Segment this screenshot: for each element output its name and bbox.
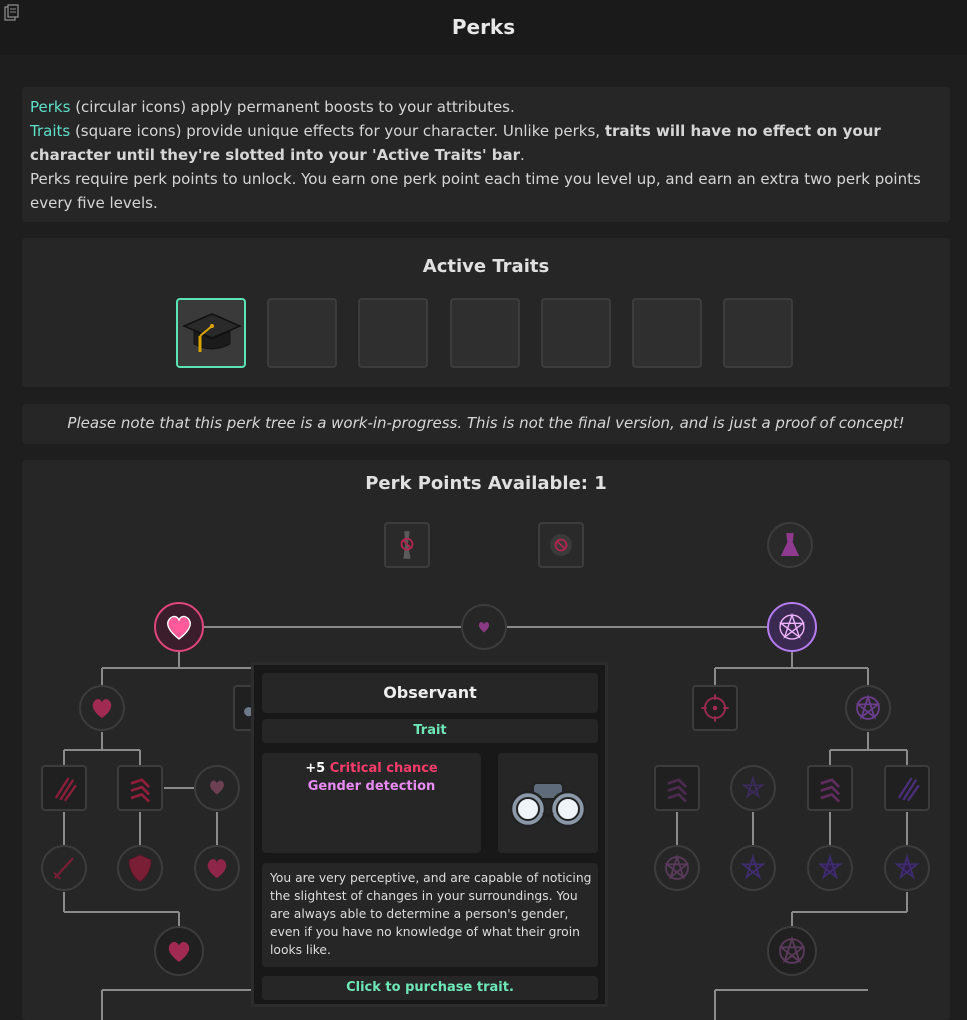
tooltip-description-box — [262, 863, 598, 967]
sword-icon — [43, 847, 85, 889]
pentagram-icon — [809, 847, 851, 889]
perk-pentagram-r5c[interactable] — [807, 845, 853, 891]
pentagram-icon — [769, 928, 815, 974]
perk-heart-left[interactable] — [79, 685, 125, 731]
pentagram-icon — [847, 687, 889, 729]
perk-chevrons-left[interactable] — [117, 765, 163, 811]
traits-description: (square icons) provide unique effects for your character. Unlike perks, — [70, 122, 605, 140]
binoculars-icon — [498, 753, 598, 853]
trait-slot-4[interactable] — [450, 298, 520, 368]
trait-slot-7[interactable] — [723, 298, 793, 368]
perk-sword[interactable] — [41, 845, 87, 891]
perk-locked-2[interactable] — [538, 522, 584, 568]
perk-pentagram-r5b[interactable] — [730, 845, 776, 891]
page-title: Perks — [451, 15, 516, 39]
blocked-burst-icon — [540, 524, 582, 566]
active-traits-title: Active Traits — [422, 256, 550, 277]
shield-icon — [119, 847, 161, 889]
traits-period: . — [520, 146, 525, 164]
perk-health-main[interactable] — [154, 602, 204, 652]
stat-critical — [262, 761, 481, 776]
perk-chevrons-right-2[interactable] — [807, 765, 853, 811]
perk-dress[interactable] — [767, 522, 813, 568]
perk-points-title: Perk Points Available: 1 — [365, 473, 607, 494]
heart-icon — [81, 687, 123, 729]
heart-icon — [156, 928, 202, 974]
perk-claws-left[interactable] — [41, 765, 87, 811]
trait-slot-5[interactable] — [541, 298, 611, 368]
pentagram-icon — [732, 847, 774, 889]
trait-slot-1[interactable] — [176, 298, 246, 368]
perk-points-explanation: Perks require perk points to unlock. You earn one perk point each time you level up, and earn an extra two perk points every five levels. — [30, 170, 921, 212]
claw-marks-icon — [886, 767, 928, 809]
perk-pentagram-r5a[interactable] — [654, 845, 700, 891]
heart-icon — [156, 604, 202, 650]
perks-keyword: Perks — [30, 98, 71, 116]
chevrons-icon — [656, 767, 698, 809]
traits-keyword: Traits — [30, 122, 71, 140]
perk-pentagram-r5d[interactable] — [884, 845, 930, 891]
trait-slot-3[interactable] — [358, 298, 428, 368]
trait-slot-6[interactable] — [632, 298, 702, 368]
perks-description: (circular icons) apply permanent boosts to your attributes. — [70, 98, 515, 116]
perk-claws-right[interactable] — [884, 765, 930, 811]
crosshair-icon — [694, 687, 736, 729]
perk-pentagram-main[interactable] — [767, 602, 817, 652]
tooltip-description: You are very perceptive, and are capable of noticing the slightest of changes in your surroundings. You are always able to determine a person's gender, even if you have no knowledge of what their groin looks like. — [270, 871, 592, 957]
chevrons-icon — [809, 767, 851, 809]
pentagram-icon — [732, 767, 774, 809]
pentagram-icon — [886, 847, 928, 889]
note-panel — [22, 404, 950, 444]
traits-warning: traits will have no effect on your character until they're slotted into your 'Active Traits' bar — [30, 122, 881, 164]
intro-panel — [22, 87, 950, 222]
perk-pentagram-right[interactable] — [845, 685, 891, 731]
perk-heart-bottom[interactable] — [154, 926, 204, 976]
graduation-cap-icon — [178, 300, 244, 366]
arm-blocked-icon — [386, 524, 428, 566]
trait-tooltip — [251, 662, 608, 1007]
perk-pentagram-r2[interactable] — [730, 765, 776, 811]
stat-name: Critical chance — [329, 761, 438, 776]
small-heart-icon — [463, 606, 505, 648]
perk-heart-small[interactable] — [194, 765, 240, 811]
perk-heart-center[interactable] — [461, 604, 507, 650]
pentagram-icon — [769, 604, 815, 650]
stat-amount: +5 — [305, 761, 326, 776]
intro-text — [30, 95, 948, 215]
chevrons-icon — [119, 767, 161, 809]
trait-slot-2[interactable] — [267, 298, 337, 368]
tooltip-type: Trait — [262, 719, 598, 743]
heart-icon — [196, 847, 238, 889]
perk-heart-r5[interactable] — [194, 845, 240, 891]
top-bar — [0, 0, 967, 55]
active-traits-panel — [22, 238, 950, 387]
stat-gender-detection: Gender detection — [307, 779, 436, 794]
dress-icon — [769, 524, 811, 566]
purchase-trait-button[interactable]: Click to purchase trait. — [262, 976, 598, 1000]
wip-note: Please note that this perk tree is a work-in-progress. This is not the final version, and is just a proof of concept! — [67, 414, 905, 432]
perk-crosshair[interactable] — [692, 685, 738, 731]
tooltip-title: Observant — [262, 673, 598, 713]
perk-locked-1[interactable] — [384, 522, 430, 568]
pentagram-icon — [656, 847, 698, 889]
perk-pentagram-bottom[interactable] — [767, 926, 817, 976]
perk-chevrons-right[interactable] — [654, 765, 700, 811]
claw-marks-icon — [43, 767, 85, 809]
perk-shield[interactable] — [117, 845, 163, 891]
tooltip-stats — [262, 753, 481, 853]
heart-icon — [196, 767, 238, 809]
tooltip-icon-box — [498, 753, 598, 853]
